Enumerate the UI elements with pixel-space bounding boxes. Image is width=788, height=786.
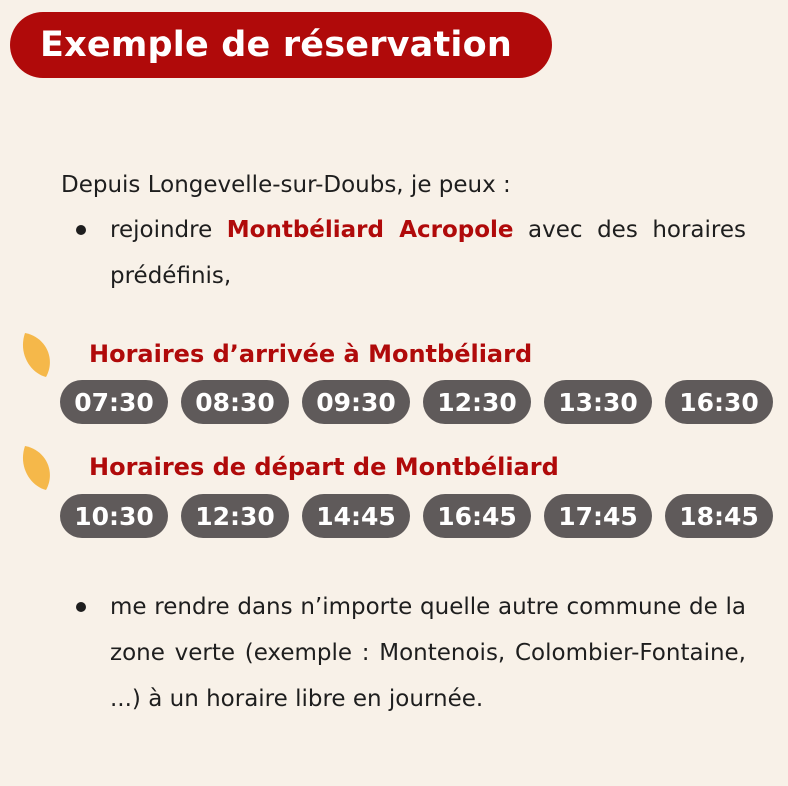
page-title-text: Exemple de réservation: [40, 25, 512, 65]
arrival-times-title: Horaires d’arrivée à Montbéliard: [89, 340, 533, 368]
time-badge: 12:30: [181, 494, 289, 538]
time-badge: 09:30: [302, 380, 410, 424]
leaf-icon: [20, 331, 54, 381]
time-badge: 08:30: [181, 380, 289, 424]
page-title: [10, 12, 552, 78]
time-badge: 14:45: [302, 494, 410, 538]
bullet-text-after: avec des horaires prédéfinis,: [110, 217, 747, 289]
arrival-times-row: [60, 380, 773, 424]
time-badge: 18:45: [665, 494, 773, 538]
time-badge: 16:30: [665, 380, 773, 424]
bullet-text-before: rejoindre: [110, 217, 227, 243]
time-badge: 13:30: [544, 380, 652, 424]
time-badge: 16:45: [423, 494, 531, 538]
intro-text: Depuis Longevelle-sur-Doubs, je peux :: [61, 172, 511, 198]
list-item: [110, 207, 746, 299]
departure-times-title: Horaires de départ de Montbéliard: [89, 453, 559, 481]
time-badge: 10:30: [60, 494, 168, 538]
departure-times-row: [60, 494, 773, 538]
destination-highlight: Montbéliard Acropole: [226, 217, 514, 243]
leaf-icon: [20, 444, 54, 494]
time-badge: 12:30: [423, 380, 531, 424]
time-badge: 17:45: [544, 494, 652, 538]
bullet-text: me rendre dans n’importe quelle autre commune de la zone verte (exemple : Montenois, Colombier-Fontaine, ...) à un horaire libre en journée.: [110, 594, 746, 712]
time-badge: 07:30: [60, 380, 168, 424]
list-item: [110, 584, 746, 722]
bullet-dot-icon: [76, 225, 86, 235]
bullet-dot-icon: [76, 602, 86, 612]
